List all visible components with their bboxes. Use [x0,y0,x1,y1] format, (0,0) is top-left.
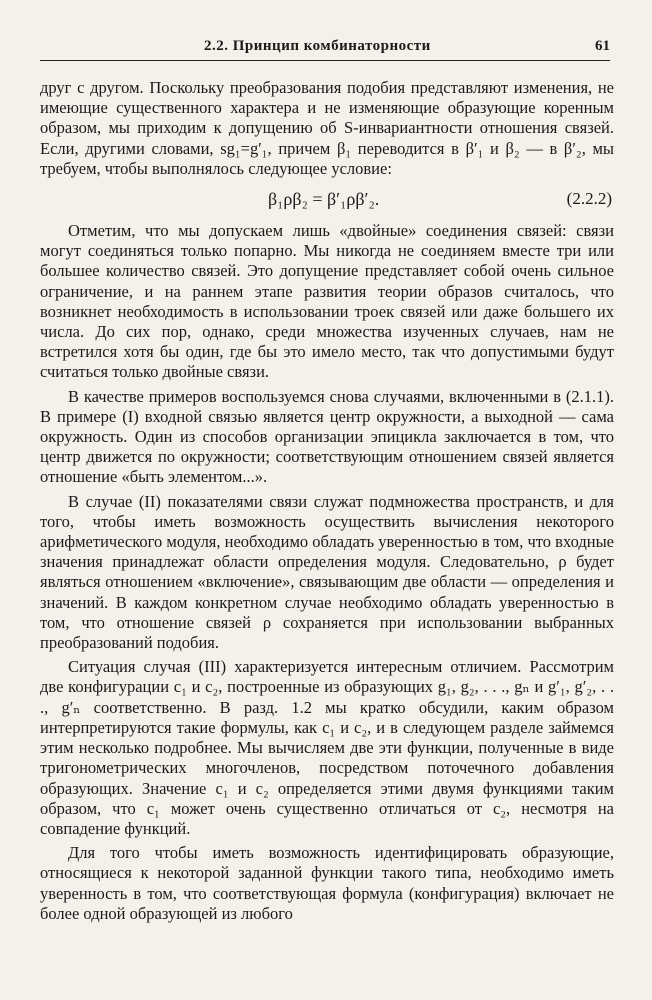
formula-expression: β₁ρβ₂ = β′₁ρβ′₂. [268,189,380,210]
section-title: 2.2. Принцип комбинаторности [204,38,431,54]
paragraph-4: В случае (II) показателями связи служат подмножества пространств, и для того, чтобы иметь возможность осуществить вычисления некоторого арифметического модуля, необходимо обладать уверенностью в том, что входные значения принадлежат области определения модуля. Следовательно, ρ будет являться отношением «включение», связывающим две области — определения и значений. В каждом конкретном случае необходимо обладать уверенностью в том, что отношение связей ρ сохраняется при использовании выбранных преобразований подобия. [40,491,614,653]
page-number: 61 [595,38,610,54]
paragraph-6: Для того чтобы иметь возможность идентифицировать образующие, относящиеся к некоторой заданной функции такого типа, необходимо иметь уверенность в том, что соответствующая формула (конфигурация) включает не более одной образующей из любого [40,843,614,923]
formula-2-2-2 [40,179,614,221]
page-body [40,78,614,924]
paragraph-3: В качестве примеров воспользуемся снова случаями, включенными в (2.1.1). В примере (I) входной связью является центр окружности, а выходной — сама окружность. Один из способов организации эпицикла заключается в том, что центр движется по окружности; соответствующим отношением связей является отношение «быть элементом...». [40,386,614,487]
paragraph-5: Ситуация случая (III) характеризуется интересным отличием. Рассмотрим две конфигурации c₁ и c₂, построенные из образующих g₁, g₂, . . ., gₙ и g′₁, g′₂, . . ., g′ₙ соответственно. В разд. 1.2 мы кратко обсудили, каким образом интерпретируются такие формулы, как c₁ и c₂, и в следующем разделе займемся этим несколько подробнее. Мы вычисляем две эти функции, полученные в виде тригонометрических многочленов, посредством поточечного добавления образующих. Значение c₁ и c₂ определяется этими двумя функциями таким образом, что c₁ может очень существенно отличаться от c₂, несмотря на совпадение функций. [40,657,614,838]
paragraph-2: Отметим, что мы допускаем лишь «двойные» соединения связей: связи могут соединяться только попарно. Мы никогда не соединяем вместе три или большее количество связей. Это допущение представляет собой очень сильное ограничение, и на раннем этапе развития теории образов считалось, что возникнет необходимость в использовании троек связей или даже большего их числа. До сих пор, однако, среди множества изученных случаев, нам не встретился хотя бы один, где бы это имело место, так что допустимыми будут считаться только двойные связи. [40,221,614,382]
running-header [40,36,610,61]
formula-number: (2.2.2) [566,189,612,209]
paragraph-1: друг с другом. Поскольку преобразования подобия представляют изменения, не имеющие существенного характера и не изменяющие образующие коренным образом, мы приходим к допущению об S-инвариантности отношения связей. Если, другими словами, sg₁=g′₁, причем β₁ переводится в β′₁ и β₂ — в β′₂, мы требуем, чтобы выполнялось следующее условие: [40,78,614,178]
